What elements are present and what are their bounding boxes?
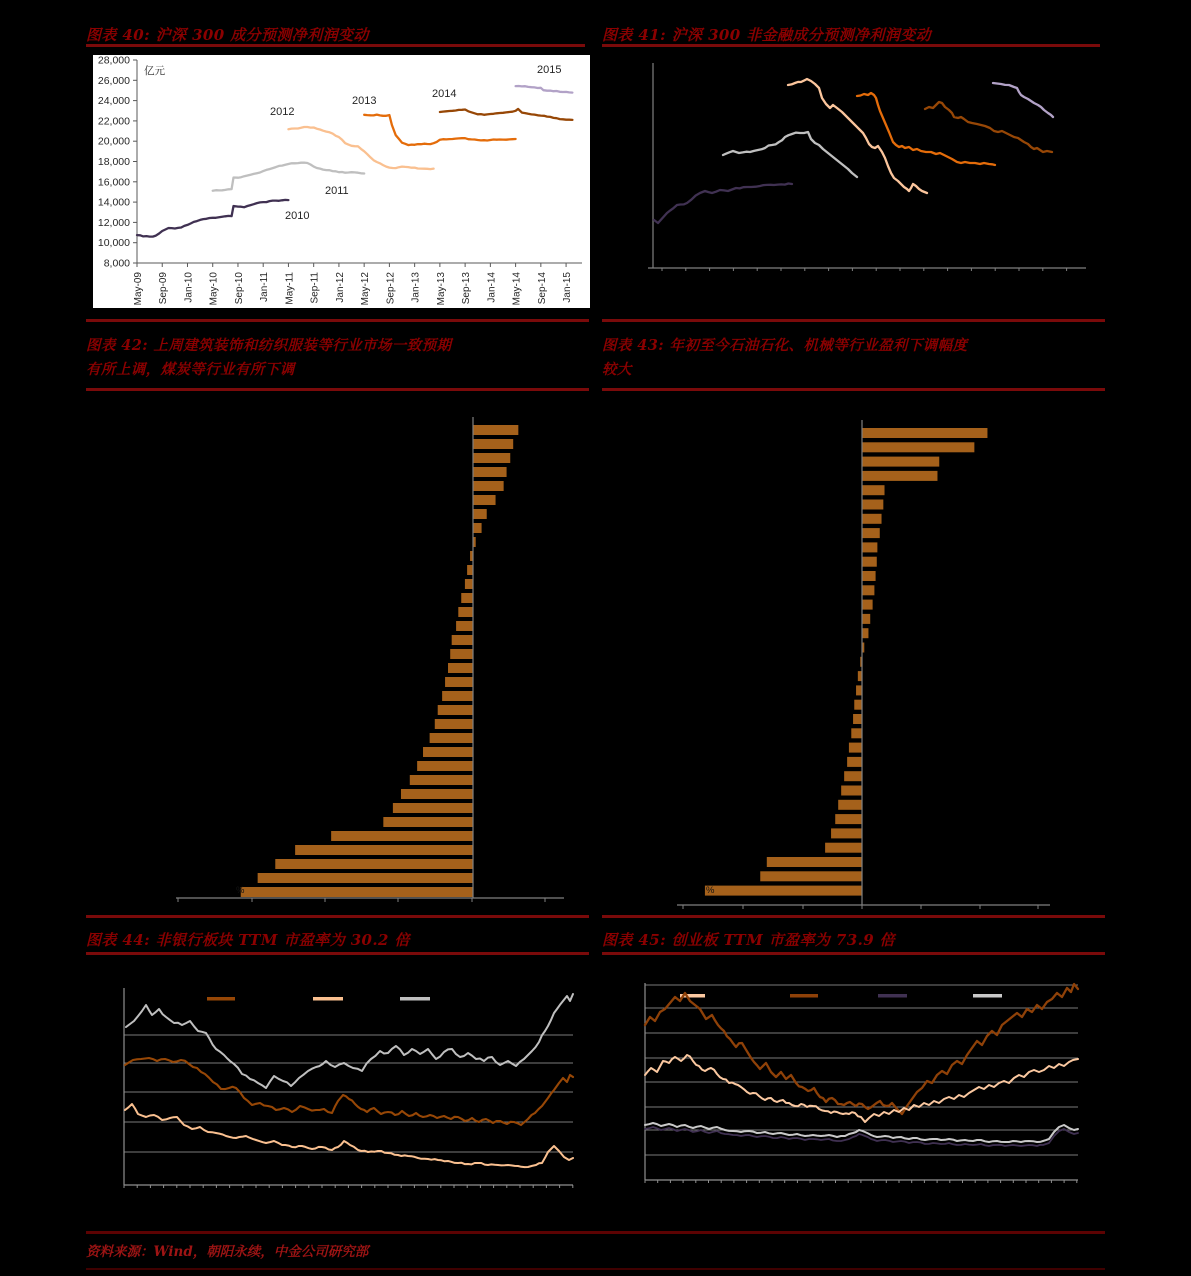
y-axis-label: 24,000: [97, 95, 130, 108]
x-axis-label: May-10: [208, 272, 220, 306]
y-axis-label: 16,000: [97, 176, 130, 189]
series-peach: [645, 1055, 1078, 1122]
series-2012: [288, 127, 433, 169]
fig44-title: 图表 44: 非银行板块 TTM 市盈率为 30.2 倍: [86, 931, 410, 949]
x-axis-label: Jan-12: [334, 272, 346, 303]
y-axis-label: 18,000: [97, 156, 130, 168]
fig43-chart: [602, 398, 1105, 910]
x-axis-label: May-09: [133, 272, 144, 306]
fig41-title-rule: [602, 44, 1100, 47]
x-axis-label: Jan-10: [183, 272, 195, 303]
bar: [863, 528, 880, 538]
fig42-title-rule: [86, 388, 589, 391]
fig40-title-rule: [86, 44, 585, 47]
bar: [458, 607, 473, 617]
bar: [854, 700, 862, 710]
fig42-bottom-rule: [86, 915, 589, 918]
y-axis-label: 28,000: [97, 55, 130, 67]
bar: [275, 859, 473, 869]
fig40-chart: [93, 55, 590, 308]
series-label-2013: 2013: [352, 95, 377, 107]
bar: [841, 786, 862, 796]
series-gray: [126, 994, 573, 1088]
fig41-chart: [602, 55, 1105, 308]
bar: [863, 614, 871, 624]
series-2010: [137, 200, 288, 237]
fig43-title-line2: 较大: [602, 361, 632, 378]
fig43-bottom-rule: [602, 915, 1105, 918]
bar: [435, 719, 473, 729]
bar: [430, 733, 473, 743]
bar: [241, 887, 473, 897]
bar: [705, 886, 862, 896]
bar: [838, 800, 862, 810]
bar: [831, 828, 862, 838]
y-axis-label: 14,000: [97, 196, 130, 209]
bar: [863, 542, 878, 552]
x-axis-label: May-12: [360, 272, 372, 306]
bar: [442, 691, 473, 701]
fig45-title: 图表 45: 创业板 TTM 市盈率为 73.9 倍: [602, 931, 896, 949]
bar: [863, 571, 876, 581]
bar: [461, 593, 473, 603]
fig41-title: 图表 41: 沪深 300 非金融成分预测净利润变动: [602, 26, 932, 44]
bar: [474, 439, 514, 449]
y-axis-label: 22,000: [97, 115, 130, 128]
bar: [863, 585, 875, 595]
fig42-title-line1: 图表 42: 上周建筑装饰和纺织服装等行业市场一致预期: [86, 337, 452, 354]
bar: [863, 442, 975, 452]
bar: [474, 425, 519, 435]
bar: [474, 453, 511, 463]
footer-rule: [86, 1268, 1105, 1270]
bar: [863, 471, 938, 481]
series-2011: [723, 132, 857, 177]
fig44-title-rule: [86, 952, 589, 955]
legend-swatch-1: [313, 997, 343, 1001]
bar: [858, 671, 862, 681]
fig43-title-rule: [602, 388, 1105, 391]
bar: [295, 845, 473, 855]
x-axis-label: Sep-13: [461, 272, 473, 305]
bar: [847, 757, 862, 767]
series-2015: [516, 86, 573, 93]
y-axis-label: 26,000: [97, 74, 130, 87]
series-2010: [654, 184, 792, 224]
bar: [863, 643, 865, 653]
bar: [450, 649, 473, 659]
bar: [448, 663, 473, 673]
y-axis-label: 20,000: [97, 135, 130, 148]
series-label-2012: 2012: [270, 106, 295, 118]
x-axis-label: Sep-09: [158, 272, 170, 305]
series-2014: [440, 109, 573, 120]
bar: [863, 557, 877, 567]
legend-swatch-3: [973, 994, 1002, 998]
series-2013: [857, 93, 995, 165]
bar: [863, 500, 884, 510]
legend-swatch-2: [400, 997, 430, 1001]
x-axis-label: Sep-11: [309, 272, 321, 304]
bar: [465, 579, 473, 589]
fig41-bottom-rule: [602, 319, 1105, 322]
fig45-title-rule: [602, 952, 1105, 955]
series-label-2011: 2011: [325, 185, 349, 197]
bar: [467, 565, 473, 575]
bar: [849, 743, 862, 753]
y-axis-label: 8,000: [103, 257, 130, 270]
x-axis-label: Jan-14: [486, 272, 498, 303]
bar: [825, 843, 862, 853]
x-axis-label: May-11: [284, 272, 296, 305]
series-2014: [925, 102, 1052, 152]
y-axis-unit: 亿元: [144, 65, 165, 77]
bar: [410, 775, 473, 785]
bar: [760, 871, 862, 881]
bar: [853, 714, 862, 724]
bar: [258, 873, 473, 883]
x-axis-label: Sep-12: [385, 272, 397, 305]
bar: [474, 467, 507, 477]
bar: [856, 685, 862, 695]
bar: [445, 677, 473, 687]
bar: [452, 635, 473, 645]
fig45-chart: [602, 975, 1105, 1190]
bar: [863, 514, 882, 524]
bar: [474, 523, 482, 533]
bar: [438, 705, 473, 715]
series-orange: [645, 984, 1078, 1114]
series-2015: [993, 83, 1053, 117]
bar: [835, 814, 862, 824]
bar: [417, 761, 473, 771]
bar: [474, 481, 504, 491]
bar: [851, 728, 862, 738]
x-axis-label: Jan-11: [259, 272, 271, 302]
bar: [863, 485, 885, 495]
source-note: 资料来源：Wind，朝阳永续，中金公司研究部: [86, 1244, 369, 1260]
bar: [474, 495, 496, 505]
bar: [383, 817, 473, 827]
x-axis-label: Sep-10: [233, 272, 245, 305]
percent-label: %: [706, 885, 715, 896]
bar: [863, 628, 869, 638]
bar: [401, 789, 473, 799]
bar: [863, 600, 873, 610]
fig43-title-line1: 图表 43: 年初至今石油石化、机械等行业盈利下调幅度: [602, 337, 968, 354]
legend-swatch-0: [207, 997, 235, 1001]
fig42-title-line2: 有所上调，煤炭等行业有所下调: [86, 361, 295, 378]
bar: [474, 537, 476, 547]
bar: [767, 857, 862, 867]
fig44-chart: [86, 975, 589, 1190]
bar: [474, 509, 487, 519]
series-2013: [364, 115, 515, 146]
fig40-bottom-rule: [86, 319, 589, 322]
bar: [393, 803, 473, 813]
bar: [423, 747, 473, 757]
bar: [863, 428, 988, 438]
x-axis-label: Jan-15: [562, 272, 574, 303]
x-axis-label: May-13: [435, 272, 447, 306]
percent-label: %: [236, 885, 245, 896]
legend-swatch-1: [790, 994, 818, 998]
y-axis-label: 12,000: [97, 216, 130, 229]
series-label-2015: 2015: [537, 64, 562, 76]
y-axis-label: 10,000: [97, 237, 130, 250]
bar: [844, 771, 862, 781]
bar: [863, 457, 940, 467]
fig40-title: 图表 40: 沪深 300 成分预测净利润变动: [86, 26, 369, 44]
fig42-chart: [86, 398, 589, 910]
bar: [331, 831, 473, 841]
series-peach: [125, 1104, 573, 1167]
x-axis-label: Jan-13: [410, 272, 422, 303]
source-top-rule: [86, 1231, 1105, 1234]
x-axis-label: May-14: [511, 272, 523, 306]
legend-swatch-2: [878, 994, 907, 998]
x-axis-label: Sep-14: [536, 272, 548, 305]
series-label-2014: 2014: [432, 88, 457, 100]
bar: [456, 621, 473, 631]
series-label-2010: 2010: [285, 210, 310, 222]
